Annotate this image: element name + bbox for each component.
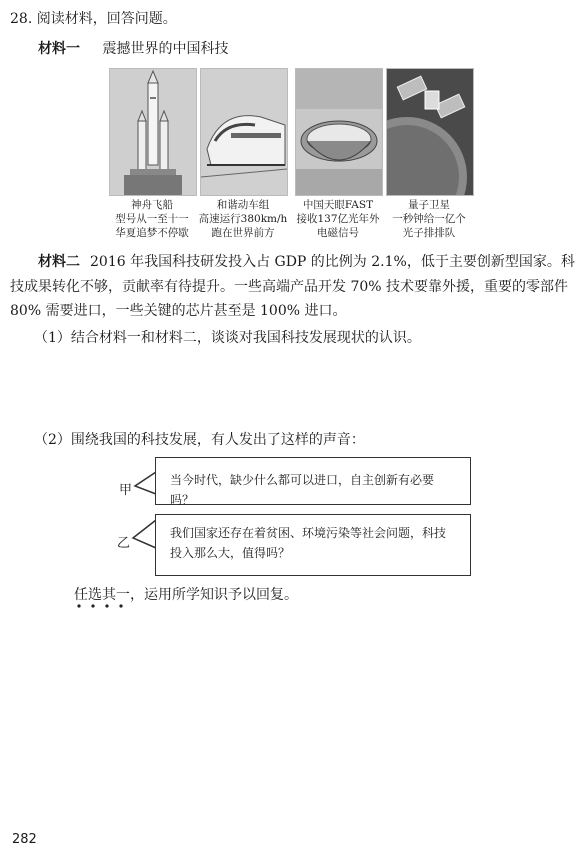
speech-tail-jia — [133, 470, 157, 500]
caption-line: 电磁信号 — [317, 227, 359, 239]
material1-heading — [38, 38, 228, 58]
satellite-photo — [386, 68, 474, 196]
caption-line: 接收137亿光年外 — [296, 213, 380, 225]
page-number: 282 — [12, 832, 37, 847]
speech-bubble-yi — [155, 514, 471, 576]
material1-title: 震撼世界的中国科技 — [102, 41, 229, 57]
speech-text-jia: 当今时代，缺少什么都可以进口，自主创新有必要吗？ — [170, 473, 435, 507]
speaker-jia: 甲 — [119, 483, 133, 498]
radio-telescope-photo — [295, 68, 383, 196]
caption-line: 中国天眼FAST — [302, 199, 374, 211]
caption-satellite — [379, 198, 479, 240]
caption-rocket — [102, 198, 202, 240]
speech-bubble-jia — [155, 457, 471, 505]
question-title: 28. 阅读材料，回答问题。 — [10, 11, 177, 27]
speech-text-yi-line1: 我们国家还存在着贫困、环境污染等社会问题，科技 — [170, 526, 447, 540]
caption-line: 量子卫星 — [408, 199, 450, 211]
rocket-photo — [109, 68, 197, 196]
caption-telescope — [288, 198, 388, 240]
subquestion-2: （2）围绕我国的科技发展，有人发出了这样的声音： — [34, 432, 365, 448]
caption-line: 神舟飞船 — [131, 199, 173, 211]
instruction: 任选其一，运用所学知识予以回复。 — [74, 587, 298, 603]
material2-line3: 80% 需要进口，一些关键的芯片甚至是 100% 进口。 — [10, 303, 347, 319]
bullet-train-photo — [200, 68, 288, 196]
caption-train — [193, 198, 293, 240]
material2-label: 材料二 — [38, 254, 80, 270]
subquestion-1: （1）结合材料一和材料二，谈谈对我国科技发展现状的认识。 — [34, 330, 421, 346]
caption-line: 华夏追梦不停歇 — [115, 227, 189, 239]
material1-label: 材料一 — [38, 41, 80, 57]
speech-tail-yi — [131, 518, 157, 552]
material2-text: 2016 年我国科技研发投入占 GDP 的比例为 2.1%，低于主要创新型国家。科 — [90, 254, 575, 270]
speaker-yi: 乙 — [117, 536, 131, 551]
caption-line: 跑在世界前方 — [211, 227, 275, 239]
speech-text-yi-line2: 投入那么大，值得吗？ — [170, 546, 291, 560]
emphasis-dots — [74, 602, 134, 610]
caption-line: 型号从一至十一 — [115, 213, 189, 225]
caption-line: 光子排排队 — [402, 227, 456, 239]
material2-line1 — [10, 251, 575, 271]
material2-line2: 技成果转化不够，贡献率有待提升。一些高端产品开发 70% 技术要靠外援，重要的零部件 — [10, 279, 569, 295]
caption-line: 和谐动车组 — [216, 199, 270, 211]
caption-line: 一秒钟给一亿个 — [392, 213, 466, 225]
caption-line: 高速运行380km/h — [198, 213, 288, 225]
